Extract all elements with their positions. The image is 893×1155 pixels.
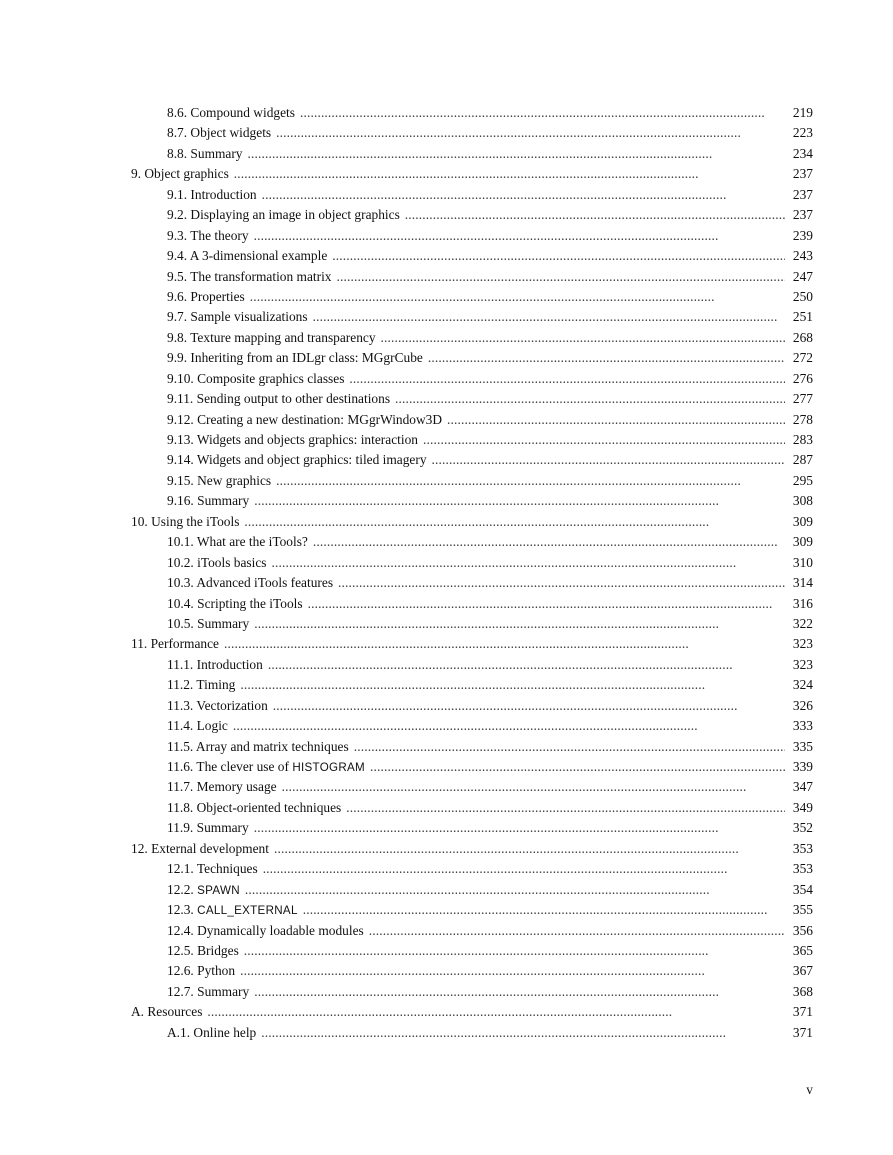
toc-section-entry[interactable]	[131, 491, 813, 511]
toc-entry-title	[167, 185, 257, 205]
toc-section-entry[interactable]	[131, 573, 813, 593]
toc-entry-page-number: 368	[792, 983, 813, 999]
toc-section-entry[interactable]	[131, 880, 813, 900]
toc-entry-title	[167, 614, 249, 634]
toc-section-entry[interactable]	[131, 716, 813, 736]
toc-entry-title	[131, 512, 239, 532]
toc-entry-title	[131, 164, 229, 184]
toc-dot-leader	[313, 307, 785, 327]
toc-dot-leader	[254, 818, 785, 838]
toc-dot-leader	[254, 614, 785, 634]
toc-entry-page-number: 219	[792, 105, 813, 120]
toc-dot-leader	[234, 164, 785, 184]
toc-entry-page-number: 352	[792, 820, 813, 836]
toc-entry-title-text: A.1. Online help	[167, 1024, 257, 1040]
toc-entry-title	[167, 226, 249, 246]
toc-entry-title-text: 9.10. Composite graphics classes	[167, 370, 345, 386]
toc-section-entry[interactable]	[131, 594, 813, 614]
toc-dot-leader	[224, 634, 785, 654]
toc-entry-page-number: 354	[792, 881, 813, 897]
toc-entry-title	[167, 450, 427, 470]
toc-entry-page-number: 237	[792, 186, 813, 202]
toc-entry-page-number: 277	[792, 391, 813, 407]
toc-entry-title	[167, 982, 249, 1002]
toc-entry-title-text: 12.7. Summary	[167, 983, 250, 999]
toc-entry-page-number: 353	[792, 840, 813, 856]
toc-entry-page-number: 237	[792, 207, 813, 223]
toc-entry-title-text: 8.6. Compound widgets	[167, 105, 295, 120]
toc-entry-title	[167, 961, 235, 981]
toc-entry-title-text: 12.5. Bridges	[167, 942, 239, 958]
toc-entry-title-text: 10. Using the iTools	[131, 513, 240, 529]
toc-entry-page-number: 276	[792, 370, 813, 386]
toc-entry-page-number: 309	[792, 513, 813, 529]
toc-entry-title-text: 12.2.	[167, 881, 198, 897]
toc-dot-leader	[338, 573, 785, 593]
toc-entry-page-number: 367	[792, 963, 813, 979]
toc-entry-page-number: 250	[792, 288, 813, 304]
toc-section-entry[interactable]	[131, 921, 813, 941]
toc-entry-page-number: 353	[792, 861, 813, 877]
toc-entry-title-text: 9.6. Properties	[167, 288, 245, 304]
toc-entry-title	[167, 777, 277, 797]
toc-entry-title-text: 11.9. Summary	[167, 820, 249, 836]
toc-entry-title	[167, 859, 258, 879]
toc-dot-leader	[432, 450, 785, 470]
toc-entry-page-number: 323	[792, 636, 813, 652]
toc-section-entry[interactable]	[131, 859, 813, 879]
toc-entry-title	[167, 144, 243, 164]
toc-section-entry[interactable]	[131, 961, 813, 981]
toc-entry-title	[167, 471, 271, 491]
toc-entry-page-number: 308	[792, 493, 813, 509]
toc-dot-leader	[337, 267, 786, 287]
toc-entry-title	[167, 921, 364, 941]
toc-entry-page-number: 326	[792, 697, 813, 713]
toc-entry-title-text: 9. Object graphics	[131, 166, 229, 182]
toc-dot-leader	[354, 737, 785, 757]
toc-entry-title	[167, 389, 390, 409]
toc-entry-title-text: 10.2. iTools basics	[167, 554, 267, 570]
page-number: v	[806, 1082, 813, 1097]
toc-section-entry[interactable]	[131, 471, 813, 491]
toc-dot-leader	[349, 369, 785, 389]
toc-entry-title-text: 9.14. Widgets and object graphics: tiled imagery	[167, 452, 427, 468]
toc-entry-page-number: 247	[792, 268, 813, 284]
toc-section-entry[interactable]	[131, 205, 813, 225]
toc-dot-leader	[276, 123, 785, 143]
toc-dot-leader	[346, 798, 785, 818]
toc-entry-title	[167, 737, 349, 757]
toc-entry-title	[167, 103, 295, 123]
toc-dot-leader	[268, 655, 785, 675]
toc-section-entry[interactable]	[131, 430, 813, 450]
toc-dot-leader	[395, 389, 785, 409]
toc-entry-title-text: 12.1. Techniques	[167, 861, 258, 877]
toc-section-entry[interactable]	[131, 328, 813, 348]
toc-entry-page-number: 323	[792, 656, 813, 672]
toc-entry-page-number: 316	[792, 595, 813, 611]
toc-entry-page-number: 347	[792, 779, 813, 795]
toc-section-entry[interactable]	[131, 675, 813, 695]
toc-entry-title	[167, 328, 376, 348]
toc-dot-leader	[381, 328, 785, 348]
toc-section-entry[interactable]	[131, 777, 813, 797]
toc-entry-page-number: 324	[792, 677, 813, 693]
toc-dot-leader	[244, 512, 785, 532]
toc-section-entry[interactable]	[131, 267, 813, 287]
toc-entry-title	[167, 553, 267, 573]
toc-entry-title	[167, 941, 239, 961]
toc-entry-title-text: 11.1. Introduction	[167, 656, 263, 672]
toc-entry-page-number: 322	[792, 615, 813, 631]
toc-entry-title-text: 10.1. What are the iTools?	[167, 534, 308, 550]
toc-entry-page-number: 335	[792, 738, 813, 754]
toc-entry-title-text: A. Resources	[131, 1004, 203, 1020]
toc-entry-page-number: 365	[792, 942, 813, 958]
toc-entry-title	[167, 594, 303, 614]
toc-entry-code-term: CALL_EXTERNAL	[197, 904, 298, 918]
toc-entry-title	[167, 716, 228, 736]
toc-dot-leader	[244, 941, 785, 961]
toc-entry-title-text: 9.11. Sending output to other destinations	[167, 391, 391, 407]
toc-entry-title	[167, 818, 249, 838]
toc-dot-leader	[240, 675, 785, 695]
toc-entry-page-number: 371	[792, 1024, 813, 1040]
toc-entry-title	[131, 634, 219, 654]
toc-dot-leader	[282, 777, 785, 797]
toc-entry-page-number: 234	[792, 145, 813, 161]
toc-section-entry[interactable]	[131, 144, 813, 164]
toc-dot-leader	[370, 757, 785, 777]
toc-section-entry[interactable]	[131, 818, 813, 838]
toc-section-entry[interactable]	[131, 369, 813, 389]
toc-entry-title	[167, 491, 249, 511]
toc-section-entry[interactable]	[131, 614, 813, 634]
toc-section-entry[interactable]	[131, 982, 813, 1002]
toc-section-entry[interactable]	[131, 389, 813, 409]
toc-dot-leader	[261, 1023, 785, 1043]
toc-entry-title-text: 11.6. The clever use of	[167, 759, 293, 774]
toc-entry-title-text: 9.3. The theory	[167, 227, 249, 243]
toc-section-entry[interactable]	[131, 287, 813, 307]
toc-entry-title	[167, 655, 263, 675]
toc-dot-leader	[262, 185, 785, 205]
toc-dot-leader	[254, 226, 785, 246]
toc-entry-page-number: 243	[792, 248, 813, 264]
toc-entry-title	[167, 246, 327, 266]
toc-entry-title	[167, 1023, 256, 1043]
toc-entry-title-text: 8.7. Object widgets	[167, 125, 272, 141]
toc-dot-leader	[248, 144, 785, 164]
toc-entry-page-number: 283	[792, 432, 813, 447]
toc-entry-page-number: 278	[792, 411, 813, 427]
toc-entry-title	[167, 532, 308, 552]
toc-dot-leader	[276, 471, 785, 491]
toc-section-entry[interactable]	[131, 757, 813, 777]
toc-entry-title	[167, 900, 298, 921]
toc-entry-title-text: 9.15. New graphics	[167, 472, 272, 488]
toc-dot-leader	[274, 839, 785, 859]
toc-entry-title	[131, 1002, 202, 1022]
toc-entry-page-number: 310	[792, 554, 813, 570]
toc-section-entry[interactable]	[131, 450, 813, 470]
toc-entry-title	[167, 307, 308, 327]
toc-section-entry[interactable]	[131, 1023, 813, 1043]
toc-dot-leader	[273, 696, 785, 716]
toc-entry-title	[167, 267, 332, 287]
toc-dot-leader	[428, 348, 785, 368]
toc-entry-title-text: 10.5. Summary	[167, 615, 250, 631]
toc-entry-title-text: 11.7. Memory usage	[167, 779, 277, 795]
toc-entry-title-text: 11.8. Object-oriented techniques	[167, 799, 342, 815]
toc-entry-title	[167, 205, 400, 225]
toc-section-entry[interactable]	[131, 226, 813, 246]
toc-entry-page-number: 295	[792, 472, 813, 488]
toc-entry-title-text: 9.16. Summary	[167, 493, 250, 509]
toc-entry-title-text: 9.2. Displaying an image in object graphics	[167, 207, 400, 223]
toc-entry-title-text: 12.3.	[167, 902, 198, 918]
toc-dot-leader	[308, 594, 785, 614]
toc-entry-page-number: 287	[792, 452, 813, 468]
toc-dot-leader	[254, 982, 785, 1002]
toc-chapter-entry[interactable]	[131, 512, 813, 532]
toc-entry-page-number: 371	[792, 1004, 813, 1020]
toc-entry-title-text: 9.4. A 3-dimensional example	[167, 248, 328, 264]
toc-entry-title-text: 9.12. Creating a new destination: MGgrWindow3D	[167, 411, 443, 427]
toc-chapter-entry[interactable]	[131, 1002, 813, 1022]
toc-entry-page-number: 339	[792, 759, 813, 774]
toc-entry-title	[167, 430, 418, 450]
toc-entry-title	[167, 123, 271, 143]
toc-entry-title-text: 9.1. Introduction	[167, 186, 257, 202]
toc-entry-title	[167, 369, 344, 389]
toc-entry-page-number: 239	[792, 227, 813, 243]
toc-entry-title-text: 10.3. Advanced iTools features	[167, 575, 334, 591]
toc-entry-title-text: 11. Performance	[131, 636, 219, 652]
toc-chapter-entry[interactable]	[131, 634, 813, 654]
toc-entry-page-number: 268	[792, 329, 813, 345]
toc-entry-title-text: 9.9. Inheriting from an IDLgr class: MGgrCube	[167, 350, 423, 366]
toc-entry-title-text: 11.5. Array and matrix techniques	[167, 738, 349, 754]
toc-section-entry[interactable]	[131, 348, 813, 368]
toc-entry-page-number: 349	[792, 799, 813, 815]
toc-entry-title	[167, 287, 245, 307]
table-of-contents	[131, 103, 813, 1043]
toc-entry-title-text: 11.3. Vectorization	[167, 697, 268, 713]
toc-entry-title-text: 9.5. The transformation matrix	[167, 268, 332, 284]
toc-entry-page-number: 251	[792, 309, 813, 325]
toc-entry-title-text: 8.8. Summary	[167, 145, 243, 161]
toc-entry-page-number: 237	[792, 166, 813, 182]
toc-entry-title	[167, 573, 333, 593]
toc-section-entry[interactable]	[131, 941, 813, 961]
toc-dot-leader	[250, 287, 785, 307]
toc-section-entry[interactable]	[131, 737, 813, 757]
toc-dot-leader	[332, 246, 785, 266]
toc-dot-leader	[447, 410, 785, 430]
toc-entry-title	[167, 675, 235, 695]
toc-dot-leader	[240, 961, 785, 981]
toc-entry-title-text: 12.6. Python	[167, 963, 236, 979]
toc-dot-leader	[303, 900, 785, 920]
toc-entry-title	[167, 348, 423, 368]
toc-dot-leader	[405, 205, 785, 225]
toc-entry-page-number: 272	[792, 350, 813, 366]
toc-dot-leader	[263, 859, 785, 879]
toc-section-entry[interactable]	[131, 307, 813, 327]
toc-section-entry[interactable]	[131, 900, 813, 920]
toc-entry-title	[167, 757, 365, 778]
toc-entry-page-number: 314	[792, 575, 813, 591]
toc-entry-title	[167, 880, 240, 901]
toc-section-entry[interactable]	[131, 532, 813, 552]
toc-entry-page-number: 309	[792, 534, 813, 550]
toc-entry-page-number: 356	[792, 922, 813, 938]
toc-dot-leader	[369, 921, 785, 941]
toc-section-entry[interactable]	[131, 553, 813, 573]
toc-dot-leader	[313, 532, 785, 552]
toc-entry-title-text: 9.13. Widgets and objects graphics: interaction	[167, 432, 418, 447]
toc-entry-page-number: 333	[792, 718, 813, 734]
toc-section-entry[interactable]	[131, 246, 813, 266]
toc-entry-title	[167, 798, 341, 818]
toc-section-entry[interactable]	[131, 410, 813, 430]
toc-entry-title-text: 11.2. Timing	[167, 677, 236, 693]
toc-entry-title-text: 12. External development	[131, 840, 269, 856]
toc-entry-code-term: SPAWN	[197, 883, 240, 897]
toc-section-entry[interactable]	[131, 185, 813, 205]
toc-entry-title	[131, 839, 269, 859]
toc-entry-title-text: 10.4. Scripting the iTools	[167, 595, 303, 611]
toc-dot-leader	[233, 716, 785, 736]
toc-entry-page-number: 355	[792, 902, 813, 918]
toc-entry-title-text: 12.4. Dynamically loadable modules	[167, 922, 364, 938]
toc-entry-title	[167, 410, 442, 430]
toc-entry-title-text: 9.7. Sample visualizations	[167, 309, 308, 325]
toc-chapter-entry[interactable]	[131, 839, 813, 859]
toc-section-entry[interactable]	[131, 798, 813, 818]
toc-entry-code-term: HISTOGRAM	[292, 761, 366, 774]
toc-entry-title-text: 11.4. Logic	[167, 718, 228, 734]
toc-dot-leader	[245, 880, 785, 900]
toc-dot-leader	[207, 1002, 785, 1022]
toc-chapter-entry[interactable]	[131, 164, 813, 184]
toc-section-entry[interactable]	[131, 123, 813, 143]
toc-dot-leader	[254, 491, 785, 511]
toc-entry-page-number: 223	[792, 125, 813, 141]
toc-section-entry[interactable]	[131, 655, 813, 675]
toc-dot-leader	[272, 553, 786, 573]
toc-dot-leader	[423, 430, 785, 450]
toc-entry-title-text: 9.8. Texture mapping and transparency	[167, 329, 376, 345]
toc-section-entry[interactable]	[131, 103, 813, 123]
toc-entry-title	[167, 696, 268, 716]
toc-section-entry[interactable]	[131, 696, 813, 716]
toc-dot-leader	[300, 103, 785, 123]
